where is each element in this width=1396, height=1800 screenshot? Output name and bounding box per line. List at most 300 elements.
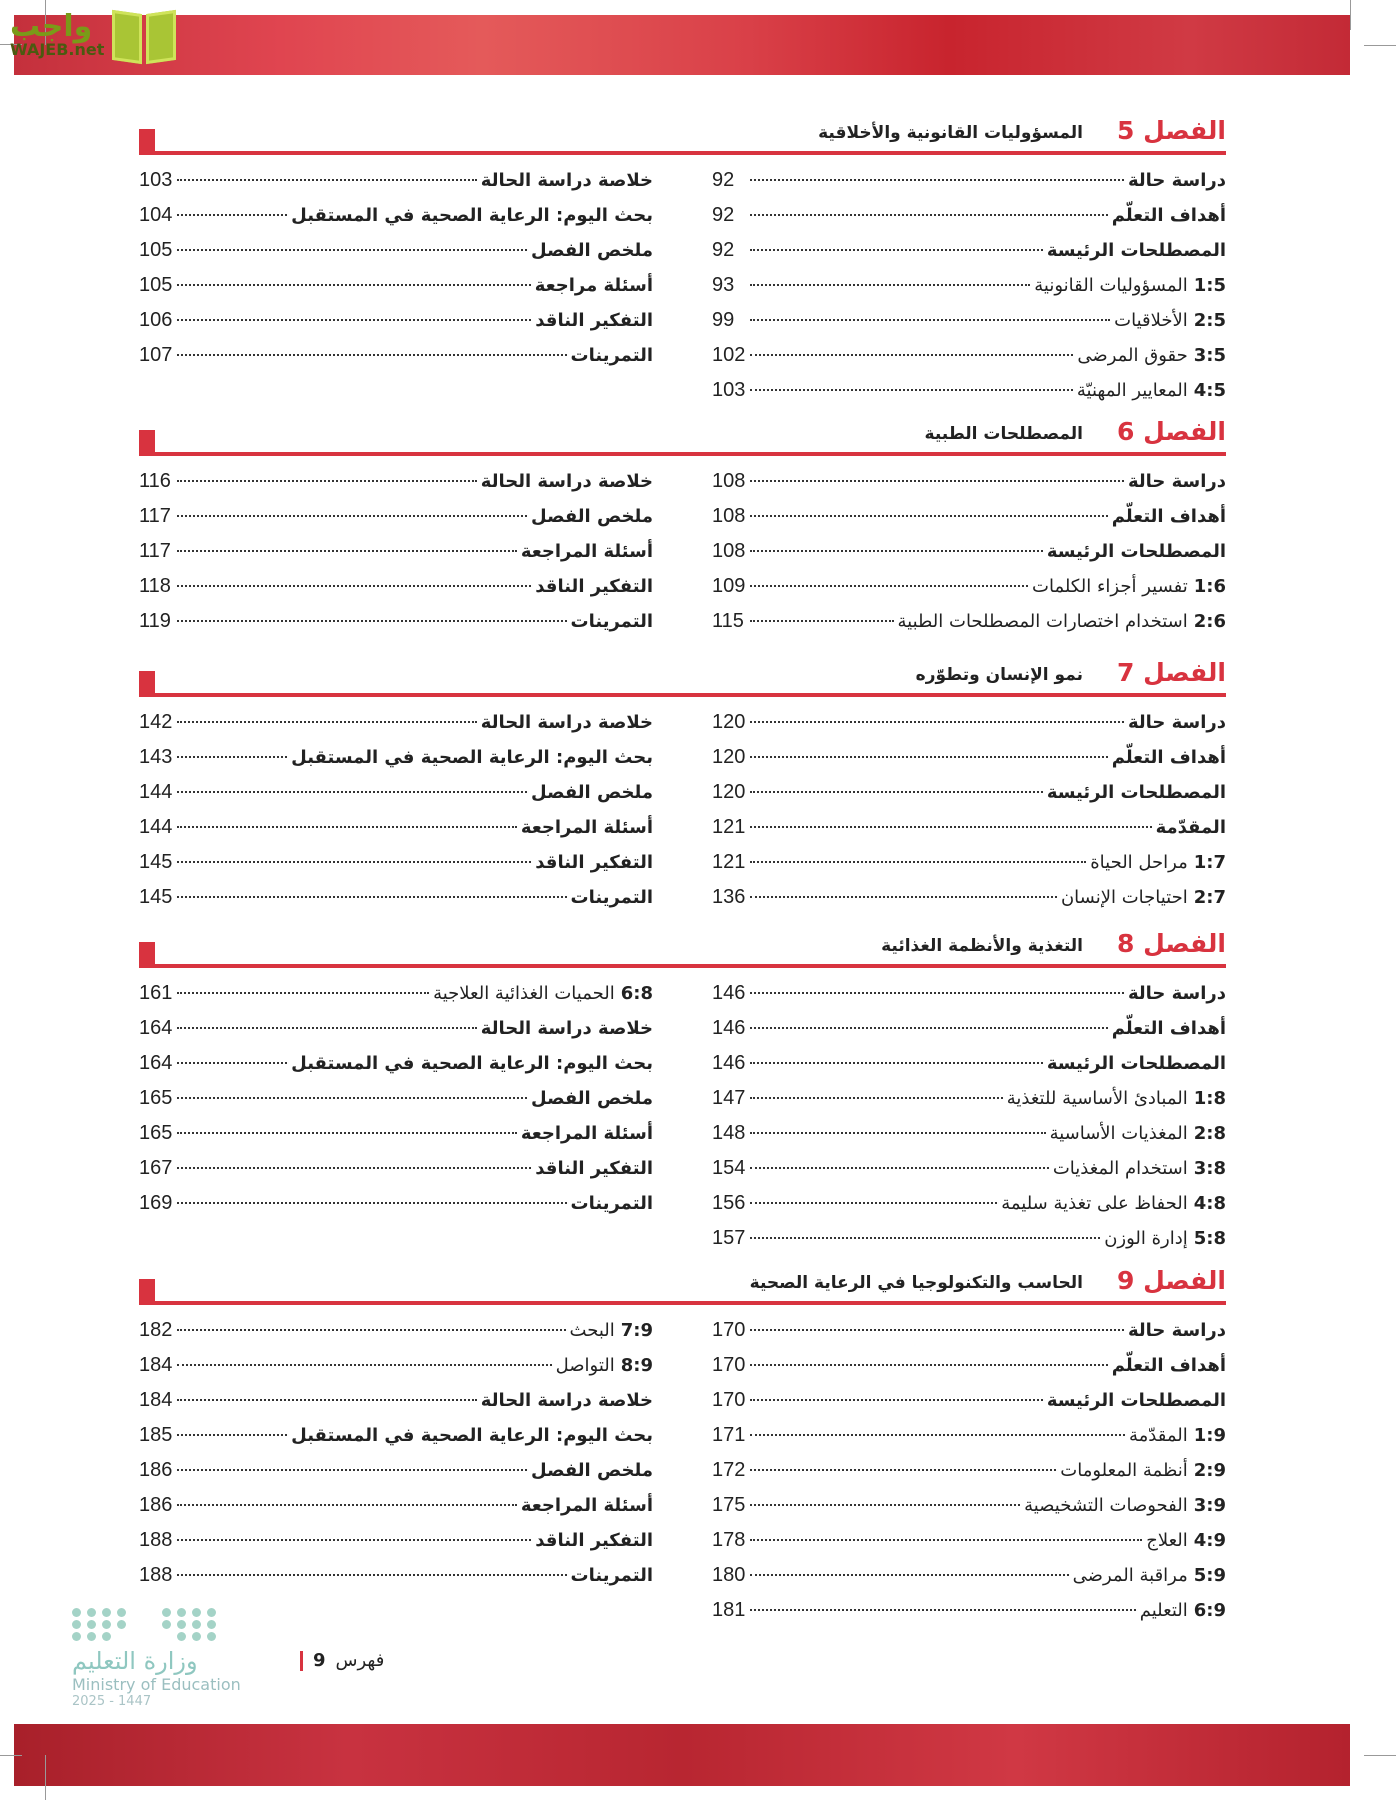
section-number: 2:6	[1193, 611, 1226, 632]
toc-entry[interactable]	[712, 1494, 1226, 1529]
dot-leader	[177, 1329, 566, 1331]
section-number: 6:9	[1193, 1600, 1226, 1621]
toc-entry[interactable]	[139, 1017, 653, 1052]
toc-entry[interactable]	[712, 1087, 1226, 1122]
page-ref: 185	[139, 1424, 173, 1446]
section-number: 1:6	[1193, 576, 1226, 597]
dot-leader	[750, 1539, 1142, 1541]
entry-title: أسئلة المراجعة	[520, 541, 653, 562]
page-ref: 164	[139, 1017, 173, 1039]
page-number	[300, 1650, 384, 1671]
toc-column-left	[139, 982, 653, 1262]
emblem-dot	[117, 1608, 126, 1617]
dot-leader	[750, 284, 1030, 286]
toc-entry[interactable]	[712, 274, 1226, 309]
section-number: 5:8	[1193, 1228, 1226, 1249]
dot-leader	[177, 515, 527, 517]
dot-leader	[750, 756, 1108, 758]
toc-entry[interactable]	[712, 575, 1226, 610]
toc-entry[interactable]	[712, 816, 1226, 851]
chapter-title: المصطلحات الطبية	[924, 424, 1083, 444]
page-ref: 115	[712, 610, 744, 632]
entry-title: استخدام المغذيات	[1052, 1158, 1188, 1179]
dot-leader	[750, 515, 1108, 517]
dot-leader	[750, 249, 1043, 251]
dot-leader	[177, 1574, 567, 1576]
page-ref: 144	[139, 781, 173, 803]
section-name: فهرس	[335, 1650, 385, 1671]
dot-leader	[750, 1097, 1003, 1099]
dot-leader	[750, 480, 1124, 482]
toc-entry[interactable]	[139, 1459, 653, 1494]
chapter-header	[139, 930, 1226, 968]
page-ref: 136	[712, 886, 746, 908]
toc-entry[interactable]	[712, 886, 1226, 921]
toc-entry[interactable]	[712, 1227, 1226, 1262]
crop-mark	[1364, 45, 1396, 46]
toc-column-right	[712, 982, 1226, 1262]
section-number: 2:8	[1193, 1123, 1226, 1144]
dot-leader	[750, 179, 1124, 181]
toc-entry[interactable]	[139, 1354, 653, 1389]
section-number: 1:8	[1193, 1088, 1226, 1109]
emblem-dot	[72, 1620, 81, 1629]
page-ref: 117	[139, 505, 171, 527]
dot-leader	[750, 861, 1086, 863]
emblem-dot	[102, 1632, 111, 1641]
crop-mark	[1364, 1755, 1396, 1756]
page-ref: 186	[139, 1494, 173, 1516]
page-ref: 157	[712, 1227, 746, 1249]
page-ref: 167	[139, 1157, 173, 1179]
emblem-dot	[177, 1632, 186, 1641]
page-ref: 147	[712, 1087, 746, 1109]
emblem-dot	[207, 1632, 216, 1641]
emblem-dot	[207, 1620, 216, 1629]
toc-entry[interactable]	[139, 1319, 653, 1354]
dot-leader	[177, 550, 517, 552]
dot-leader	[177, 249, 527, 251]
wajeb-logo	[10, 6, 176, 64]
toc-entry[interactable]	[139, 1529, 653, 1564]
page-ref: 118	[139, 575, 171, 597]
chapter-title: التغذية والأنظمة الغذائية	[881, 936, 1083, 956]
chapter-header	[139, 1267, 1226, 1305]
page-ref: 99	[712, 309, 735, 331]
entry-title: أهداف التعلّم	[1111, 747, 1226, 768]
entry-title: المصطلحات الرئيسة	[1046, 541, 1226, 562]
page-ref: 108	[712, 505, 746, 527]
emblem-dot	[117, 1620, 126, 1629]
toc-entry[interactable]	[712, 239, 1226, 274]
entry-title: دراسة حالة	[1127, 170, 1226, 191]
entry-title: أسئلة مراجعة	[534, 275, 653, 296]
entry-title: الحفاظ على تغذية سليمة	[1001, 1193, 1188, 1214]
entry-title: أنظمة المعلومات	[1060, 1460, 1188, 1481]
entry-title: خلاصة دراسة الحالة	[480, 471, 653, 492]
toc-entry[interactable]	[139, 982, 653, 1017]
dot-leader	[750, 1434, 1125, 1436]
dot-leader	[177, 1364, 552, 1366]
page-ref: 156	[712, 1192, 746, 1214]
entry-title: المصطلحات الرئيسة	[1046, 782, 1226, 803]
page-ref: 170	[712, 1354, 746, 1376]
dot-leader	[750, 1132, 1046, 1134]
entry-title: إدارة الوزن	[1104, 1228, 1188, 1249]
logo-text-en: WAJEB.net	[10, 40, 105, 59]
entry-title: تفسير أجزاء الكلمات	[1032, 576, 1188, 597]
entry-title: خلاصة دراسة الحالة	[480, 712, 653, 733]
toc-entry[interactable]	[139, 239, 653, 274]
dot-leader	[750, 389, 1073, 391]
entry-title: أهداف التعلّم	[1111, 205, 1226, 226]
entry-title: الأخلاقيات	[1114, 310, 1188, 331]
dot-leader	[750, 791, 1043, 793]
dot-leader	[750, 620, 894, 622]
dot-leader	[750, 1399, 1043, 1401]
dot-leader	[177, 354, 567, 356]
chapter-number: الفصل 7	[1116, 658, 1226, 687]
page-ref: 104	[139, 204, 173, 226]
entry-title: المسؤوليات القانونية	[1034, 275, 1188, 296]
toc-entry[interactable]	[139, 1157, 653, 1192]
dot-leader	[177, 1027, 477, 1029]
toc-entry[interactable]	[712, 344, 1226, 379]
page-ref: 142	[139, 711, 173, 733]
page-ref: 169	[139, 1192, 173, 1214]
toc-entry[interactable]	[712, 470, 1226, 505]
entry-title: التفكير الناقد	[535, 852, 653, 873]
toc-entry[interactable]	[712, 1122, 1226, 1157]
chapter-section	[139, 659, 1226, 921]
dot-leader	[177, 214, 287, 216]
toc-entry[interactable]	[139, 1052, 653, 1087]
dot-leader	[177, 319, 531, 321]
footer-banner	[14, 1724, 1350, 1786]
dot-leader	[177, 1132, 517, 1134]
toc-entry[interactable]	[712, 1599, 1226, 1634]
section-number: 8:9	[620, 1355, 653, 1376]
page-ref: 165	[139, 1087, 173, 1109]
chapter-number: الفصل 9	[1116, 1266, 1226, 1295]
toc-entry[interactable]	[712, 781, 1226, 816]
toc-entry[interactable]	[139, 204, 653, 239]
toc-entry[interactable]	[139, 540, 653, 575]
dot-leader	[177, 480, 477, 482]
logo-text-ar: واجب	[10, 9, 93, 44]
toc-column-left	[139, 470, 653, 645]
toc-entry[interactable]	[712, 746, 1226, 781]
dot-leader	[177, 1167, 531, 1169]
toc-entry[interactable]	[712, 309, 1226, 344]
section-number: 3:9	[1193, 1495, 1226, 1516]
page-ref: 188	[139, 1529, 173, 1551]
dot-leader	[177, 1504, 517, 1506]
dot-leader	[177, 1434, 287, 1436]
page-ref: 92	[712, 239, 735, 261]
toc-column-right	[712, 470, 1226, 645]
emblem-dot	[192, 1632, 201, 1641]
entry-title: أسئلة المراجعة	[520, 1495, 653, 1516]
toc-entry[interactable]	[139, 1389, 653, 1424]
emblem-dot	[87, 1620, 96, 1629]
page-ref: 161	[139, 982, 173, 1004]
emblem-dot	[207, 1608, 216, 1617]
toc-entry[interactable]	[712, 1424, 1226, 1459]
chapter-number: الفصل 6	[1116, 417, 1226, 446]
section-number: 3:5	[1193, 345, 1226, 366]
toc-entry[interactable]	[139, 274, 653, 309]
page-ref: 120	[712, 746, 746, 768]
toc-entry[interactable]	[139, 610, 653, 645]
dot-leader	[750, 1609, 1136, 1611]
chapter-section	[139, 117, 1226, 414]
entry-title: التفكير الناقد	[535, 310, 653, 331]
toc-column-right	[712, 1319, 1226, 1634]
page-ref: 171	[712, 1424, 746, 1446]
section-number: 1:5	[1193, 275, 1226, 296]
toc-entry[interactable]	[139, 505, 653, 540]
toc-entry[interactable]	[139, 1424, 653, 1459]
page-ref: 143	[139, 746, 173, 768]
page-ref: 170	[712, 1319, 746, 1341]
page-ref: 188	[139, 1564, 173, 1586]
chapter-number: الفصل 5	[1116, 116, 1226, 145]
entry-title: العلاج	[1146, 1530, 1188, 1551]
entry-title: خلاصة دراسة الحالة	[480, 170, 653, 191]
crop-mark	[0, 1755, 22, 1756]
dot-leader	[177, 284, 531, 286]
dot-leader	[750, 826, 1152, 828]
section-number: 1:7	[1193, 852, 1226, 873]
entry-title: بحث اليوم: الرعاية الصحية في المستقبل	[291, 1425, 653, 1446]
dot-leader	[750, 1574, 1069, 1576]
toc-entry[interactable]	[712, 1319, 1226, 1354]
section-number: 4:8	[1193, 1193, 1226, 1214]
entry-title: أسئلة المراجعة	[520, 817, 653, 838]
entry-title: المصطلحات الرئيسة	[1046, 240, 1226, 261]
chapter-header	[139, 418, 1226, 456]
page-ref: 121	[712, 816, 746, 838]
dot-leader	[177, 756, 287, 758]
toc-entry[interactable]	[139, 344, 653, 379]
toc-entry[interactable]	[712, 1157, 1226, 1192]
book-icon	[112, 6, 176, 64]
edition-year: 2025 - 1447	[72, 1694, 152, 1709]
toc-entry[interactable]	[712, 711, 1226, 746]
entry-title: بحث اليوم: الرعاية الصحية في المستقبل	[291, 205, 653, 226]
page-ref: 144	[139, 816, 173, 838]
entry-title: بحث اليوم: الرعاية الصحية في المستقبل	[291, 747, 653, 768]
entry-title: الحميات الغذائية العلاجية	[433, 983, 615, 1004]
entry-title: دراسة حالة	[1127, 712, 1226, 733]
emblem-dot	[72, 1632, 81, 1641]
entry-title: دراسة حالة	[1127, 983, 1226, 1004]
dot-leader	[177, 826, 517, 828]
chapter-title: الحاسب والتكنولوجيا في الرعاية الصحية	[749, 1273, 1083, 1293]
page-ref: 170	[712, 1389, 746, 1411]
entry-title: المعايير المهنيّة	[1076, 380, 1188, 401]
toc-entry[interactable]	[139, 169, 653, 204]
toc-entry[interactable]	[712, 1459, 1226, 1494]
page-ref: 109	[712, 575, 746, 597]
entry-title: ملخص الفصل	[531, 782, 653, 803]
entry-title: التمرينات	[570, 1565, 653, 1586]
toc-entry[interactable]	[139, 711, 653, 746]
dot-leader	[750, 992, 1124, 994]
dot-leader	[177, 1539, 531, 1541]
dot-leader	[750, 1469, 1056, 1471]
crop-mark	[45, 1755, 46, 1800]
dot-leader	[177, 585, 531, 587]
toc-entry[interactable]	[712, 1389, 1226, 1424]
page-ref: 107	[139, 344, 173, 366]
dot-leader	[177, 1202, 567, 1204]
entry-title: المصطلحات الرئيسة	[1046, 1053, 1226, 1074]
chapter-header	[139, 117, 1226, 155]
entry-title: المقدّمة	[1129, 1425, 1188, 1446]
emblem-dot	[162, 1608, 171, 1617]
entry-title: مراقبة المرضى	[1072, 1565, 1188, 1586]
entry-title: استخدام اختصارات المصطلحات الطبية	[897, 611, 1188, 632]
toc-entry[interactable]	[139, 1122, 653, 1157]
page-ref: 120	[712, 711, 746, 733]
ministry-name-en: Ministry of Education	[72, 1675, 241, 1694]
toc-entry[interactable]	[139, 1564, 653, 1599]
toc-entry[interactable]	[139, 470, 653, 505]
page-ref: 180	[712, 1564, 746, 1586]
page-ref: 146	[712, 982, 746, 1004]
ministry-name-ar: وزارة التعليم	[72, 1647, 198, 1675]
page-ref: 116	[139, 470, 171, 492]
toc-entry[interactable]	[712, 379, 1226, 414]
dot-leader	[177, 791, 527, 793]
page-ref: 184	[139, 1389, 173, 1411]
toc-entry[interactable]	[712, 1529, 1226, 1564]
entry-title: بحث اليوم: الرعاية الصحية في المستقبل	[291, 1053, 653, 1074]
emblem-dot	[87, 1608, 96, 1617]
dot-leader	[750, 319, 1110, 321]
dot-leader	[750, 214, 1108, 216]
page-ref: 146	[712, 1052, 746, 1074]
toc-entry[interactable]	[712, 540, 1226, 575]
toc-entry[interactable]	[712, 204, 1226, 239]
dot-leader	[750, 1027, 1108, 1029]
toc-entry[interactable]	[139, 1087, 653, 1122]
section-number: 5:9	[1193, 1565, 1226, 1586]
toc-entry[interactable]	[712, 1192, 1226, 1227]
page-ref: 172	[712, 1459, 746, 1481]
entry-title: التمرينات	[570, 611, 653, 632]
section-number: 1:9	[1193, 1425, 1226, 1446]
entry-title: أسئلة المراجعة	[520, 1123, 653, 1144]
dot-leader	[750, 721, 1124, 723]
entry-title: التمرينات	[570, 887, 653, 908]
toc-entry[interactable]	[712, 505, 1226, 540]
page-ref: 92	[712, 204, 735, 226]
page-ref: 165	[139, 1122, 173, 1144]
page-ref: 148	[712, 1122, 746, 1144]
entry-title: ملخص الفصل	[531, 506, 653, 527]
header-banner	[14, 15, 1350, 75]
entry-title: ملخص الفصل	[531, 1460, 653, 1481]
entry-title: التمرينات	[570, 1193, 653, 1214]
entry-title: أهداف التعلّم	[1111, 1355, 1226, 1376]
page-ref: 105	[139, 274, 173, 296]
entry-title: ملخص الفصل	[531, 240, 653, 261]
emblem-dot	[102, 1620, 111, 1629]
crop-mark	[1350, 0, 1351, 30]
dot-leader	[177, 992, 429, 994]
entry-title: حقوق المرضى	[1077, 345, 1188, 366]
entry-title: الفحوصات التشخيصية	[1024, 1495, 1188, 1516]
page-ref: 184	[139, 1354, 173, 1376]
entry-title: البحث	[569, 1320, 615, 1341]
toc-entry[interactable]	[712, 1564, 1226, 1599]
page-ref: 117	[139, 540, 171, 562]
toc-entry[interactable]	[712, 1017, 1226, 1052]
toc-entry[interactable]	[139, 851, 653, 886]
toc-entry[interactable]	[139, 746, 653, 781]
emblem-dot	[102, 1608, 111, 1617]
emblem-dot	[192, 1620, 201, 1629]
toc-column-left	[139, 711, 653, 921]
page-ref: 186	[139, 1459, 173, 1481]
ministry-emblem-icon	[72, 1608, 272, 1641]
entry-title: احتياجات الإنسان	[1060, 887, 1188, 908]
entry-title: التعليم	[1139, 1600, 1188, 1621]
dot-leader	[750, 1504, 1020, 1506]
toc-entry[interactable]	[712, 1354, 1226, 1389]
toc-entry[interactable]	[139, 309, 653, 344]
dot-leader	[750, 896, 1057, 898]
page-ref: 154	[712, 1157, 746, 1179]
toc-entry[interactable]	[139, 781, 653, 816]
entry-title: التواصل	[555, 1355, 615, 1376]
toc-entry[interactable]	[712, 982, 1226, 1017]
chapter-section	[139, 418, 1226, 645]
entry-title: مراحل الحياة	[1090, 852, 1188, 873]
toc-column-right	[712, 169, 1226, 414]
toc-entry[interactable]	[139, 1192, 653, 1227]
page-ref: 175	[712, 1494, 746, 1516]
ministry-logo	[72, 1608, 272, 1710]
toc-entry[interactable]	[712, 169, 1226, 204]
chapter-title: المسؤوليات القانونية والأخلاقية	[818, 123, 1083, 143]
toc-entry[interactable]	[139, 886, 653, 921]
dot-leader	[177, 896, 567, 898]
entry-title: ملخص الفصل	[531, 1088, 653, 1109]
page-ref: 120	[712, 781, 746, 803]
divider	[300, 1651, 303, 1671]
toc-column-right	[712, 711, 1226, 921]
toc-entry[interactable]	[139, 816, 653, 851]
chapter-section	[139, 930, 1226, 1262]
section-number: 2:5	[1193, 310, 1226, 331]
entry-title: أهداف التعلّم	[1111, 506, 1226, 527]
toc-entry[interactable]	[712, 1052, 1226, 1087]
section-number: 6:8	[620, 983, 653, 1004]
emblem-dot	[192, 1608, 201, 1617]
page-ref: 182	[139, 1319, 173, 1341]
toc-entry[interactable]	[712, 851, 1226, 886]
entry-title: التفكير الناقد	[535, 1530, 653, 1551]
section-number: 4:9	[1193, 1530, 1226, 1551]
page-ref: 145	[139, 851, 173, 873]
toc-entry[interactable]	[139, 575, 653, 610]
toc-entry[interactable]	[139, 1494, 653, 1529]
toc-entry[interactable]	[712, 610, 1226, 645]
